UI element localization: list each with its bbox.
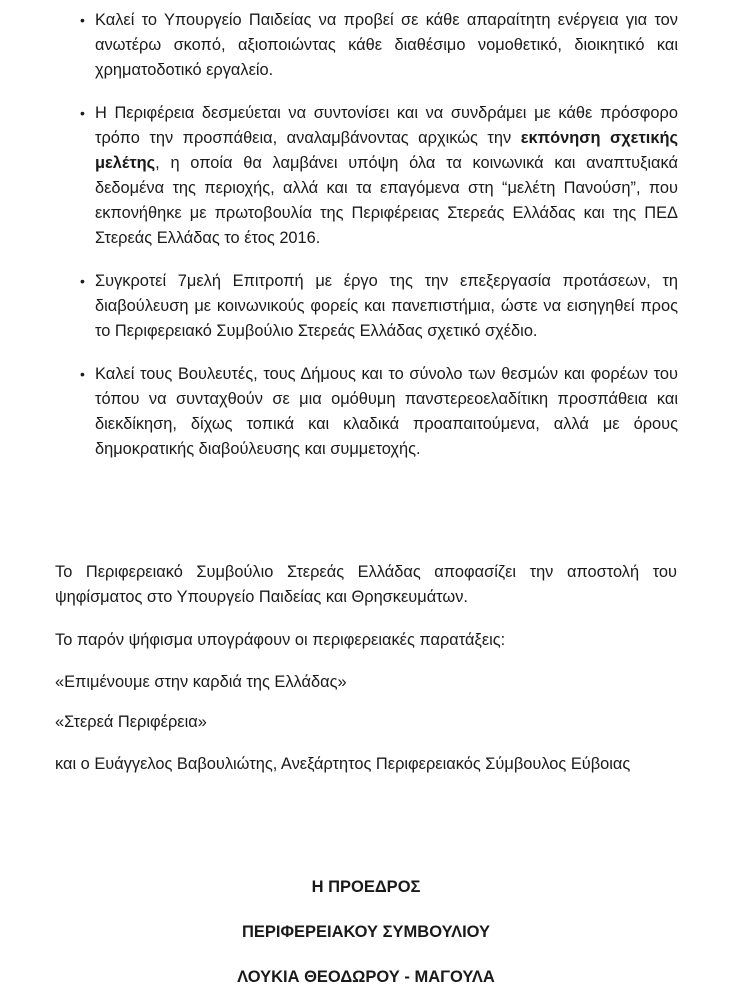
bullet-text: Η Περιφέρεια δεσμεύεται να συντονίσει και να συνδράμει με κάθε πρόσφορο τρόπο την προσπάθεια, αναλαμβάνοντας αρχικώς την [95,104,678,147]
faction-2: «Στερεά Περιφέρεια» [55,713,207,731]
bullet-text: Συγκροτεί 7μελή Επιτροπή με έργο της την επεξεργασία προτάσεων, τη διαβούλευση με κοινωνικούς φορείς και πανεπιστήμια, ώστε να εισηγηθεί προς το Περιφερειακό Συμβούλιο Στερεάς Ελλάδας σχετικό σχέδιο. [95,272,678,340]
bullet-icon: • [80,105,85,121]
signers-intro: Το παρόν ψήφισμα υπογράφουν οι περιφερειακές παρατάξεις: [55,631,506,649]
signature-title: Η ΠΡΟΕΔΡΟΣ [311,878,421,896]
signature-name: ΛΟΥΚΙΑ ΘΕΟΔΩΡΟΥ - ΜΑΓΟΥΛΑ [237,968,495,986]
bullet-text: , η οποία θα λαμβάνει υπόψη όλα τα κοινωνικά και αναπτυξιακά δεδομένα της περιοχής, αλλά και τα επαγόμενα στη “μελέτη Πανούση”, που εκπονήθηκε με πρωτοβουλία της Περιφέρειας Στερεάς Ελλάδας και της ΠΕΔ Στερεάς Ελλάδας το έτος 2016. [95,154,678,247]
bullet-text: Καλεί τους Βουλευτές, τους Δήμους και το σύνολο των θεσμών και φορέων του τόπου να συνταχθούν σε μια ομόθυμη πανστερεοελαδίτικη προσπάθεια και διεκδίκηση, δίχως τοπικά και κλαδικά προαπαιτούμενα, αλλά με όρους δημοκρατικής διαβούλευσης και συμμετοχής. [95,365,678,458]
resolution-bullet-list [0,8,732,480]
bullet-item [0,269,678,344]
signature-council: ΠΕΡΙΦΕΡΕΙΑΚΟΥ ΣΥΜΒΟΥΛΙΟΥ [241,923,491,941]
faction-1: «Επιμένουμε στην καρδιά της Ελλάδας» [55,673,347,691]
bullet-icon: • [80,366,85,382]
bullet-text-bold: εκπόνηση σχετικής μελέτης [95,129,679,172]
bullet-icon: • [80,12,85,28]
bullet-icon: • [80,273,85,289]
bullet-text: Καλεί το Υπουργείο Παιδείας να προβεί σε κάθε απαραίτητη ενέργεια για τον ανωτέρω σκοπό, αξιοποιώντας κάθε διαθέσιμο νομοθετικό, διοικητικό και χρηματοδοτικό εργαλείο. [95,11,678,79]
independent-signer: και ο Ευάγγελος Βαβουλιώτης, Ανεξάρτητος Περιφερειακός Σύμβουλος Εύβοιας [55,755,631,773]
bullet-item [0,362,678,462]
bullet-item [0,101,678,251]
bullet-item [0,8,678,83]
decision-paragraph: Το Περιφερειακό Συμβούλιο Στερεάς Ελλάδας αποφασίζει την αποστολή του ψηφίσματος στο Υπουργείο Παιδείας και Θρησκευμάτων. [55,563,677,606]
